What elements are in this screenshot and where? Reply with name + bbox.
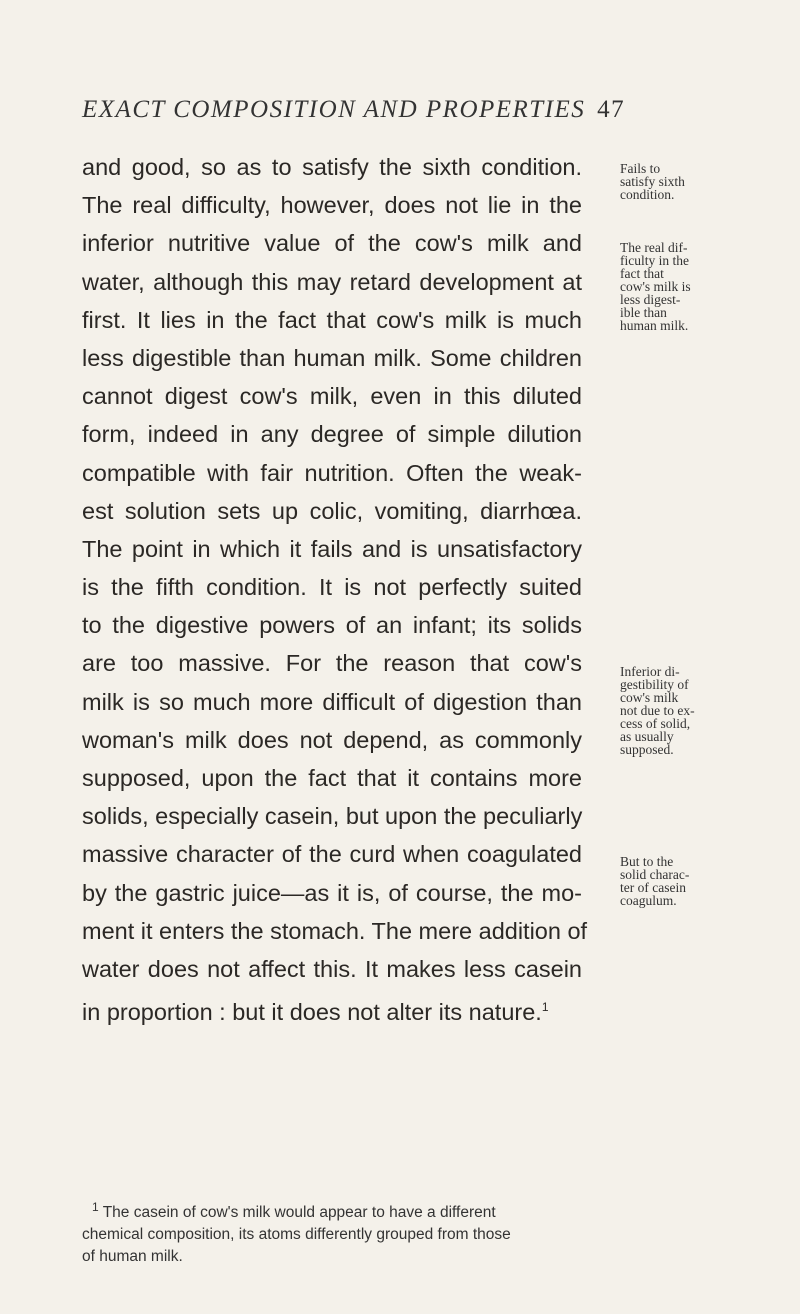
text-line: milk is so much more difficult of digestion than <box>82 688 582 715</box>
footnote-marker: 1 <box>92 1200 99 1214</box>
margin-note-line: cow's milk is <box>620 279 691 294</box>
footnote-line <box>82 1196 602 1224</box>
main-text <box>82 148 588 1026</box>
text-line: less digestible than human milk. Some children <box>82 344 582 371</box>
footnote-text: The casein of cow's milk would appear to have a different <box>102 1204 496 1222</box>
margin-note-difficulty <box>620 241 740 332</box>
margin-note-line: coagulum. <box>620 893 677 908</box>
margin-note-inferior <box>620 665 740 756</box>
margin-note-line: gestibility of <box>620 677 689 692</box>
margin-note-line: less digest- <box>620 292 681 307</box>
text-line-content: in proportion : but it does not alter its nature. <box>82 998 542 1025</box>
text-line: ment it enters the stomach. The mere addition of <box>82 917 588 944</box>
text-line: to the digestive powers of an infant; its solids <box>82 612 582 639</box>
margin-note-line: satisfy sixth <box>620 174 685 189</box>
footnote <box>82 1196 602 1268</box>
margin-note-line: ficulty in the <box>620 253 689 268</box>
text-line: water, although this may retard development at <box>82 268 582 295</box>
margin-note-line: ible than <box>620 305 667 320</box>
page-number: 47 <box>597 96 626 123</box>
margin-note-line: But to the <box>620 854 674 869</box>
margin-note-line: The real dif- <box>620 240 688 255</box>
margin-note-line: not due to ex- <box>620 703 695 718</box>
footnote-line: chemical composition, its atoms differently grouped from those <box>82 1226 511 1244</box>
text-line-last <box>82 988 582 1026</box>
text-line: woman's milk does not depend, as commonly <box>82 726 582 753</box>
margin-note-line: Fails to <box>620 161 661 176</box>
text-line: are too massive. For the reason that cow's <box>82 650 582 677</box>
text-line: compatible with fair nutrition. Often the weak- <box>82 459 582 486</box>
text-line: inferior nutritive value of the cow's milk and <box>82 230 582 257</box>
text-line: and good, so as to satisfy the sixth condition. <box>82 154 582 180</box>
margin-note-curd <box>620 855 740 907</box>
margin-note-line: ter of casein <box>620 880 686 895</box>
text-line: is the fifth condition. It is not perfectly suited <box>82 574 582 601</box>
margin-note-fails <box>620 162 740 201</box>
margin-note-line: fact that <box>620 266 664 281</box>
text-line: form, indeed in any degree of simple dilution <box>82 421 582 448</box>
margin-note-line: cess of solid, <box>620 716 691 731</box>
margin-note-line: cow's milk <box>620 690 679 705</box>
margin-note-line: as usually <box>620 729 674 744</box>
margin-note-line: supposed. <box>620 742 674 757</box>
text-line: solids, especially casein, but upon the peculiarly <box>82 803 583 830</box>
text-line: The point in which it fails and is unsatisfactory <box>82 535 582 562</box>
margin-note-line: human milk. <box>620 318 689 333</box>
margin-note-line: condition. <box>620 187 675 202</box>
margin-note-line: solid charac- <box>620 867 690 882</box>
text-line: by the gastric juice—as it is, of course, the mo- <box>82 879 582 906</box>
footnote-line: of human milk. <box>82 1248 183 1266</box>
footnote-reference: 1 <box>541 1000 549 1015</box>
text-line: water does not affect this. It makes less casein <box>82 955 582 982</box>
margin-note-line: Inferior di- <box>620 664 680 679</box>
text-line: massive character of the curd when coagulated <box>82 841 582 868</box>
text-line: cannot digest cow's milk, even in this diluted <box>82 383 582 410</box>
chapter-title: EXACT COMPOSITION AND PROPERTIES <box>82 96 586 123</box>
text-line: supposed, upon the fact that it contains more <box>82 765 582 791</box>
text-line: The real difficulty, however, does not lie in the <box>82 192 582 219</box>
text-line: est solution sets up colic, vomiting, diarrhœa. <box>82 497 582 524</box>
running-head <box>82 96 625 124</box>
text-line: first. It lies in the fact that cow's milk is much <box>82 306 582 333</box>
